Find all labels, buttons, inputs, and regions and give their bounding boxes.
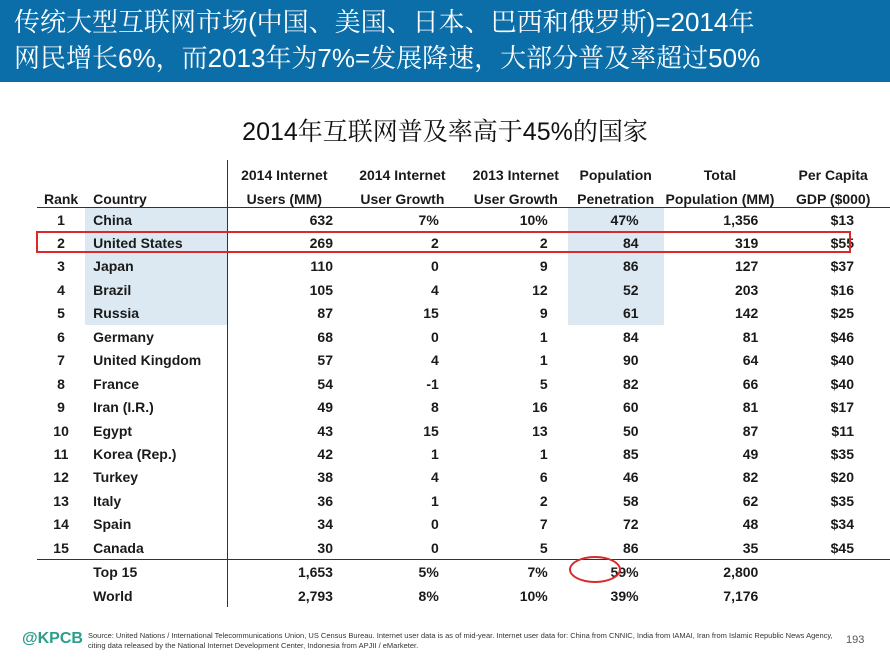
top15-penetration-circle bbox=[569, 556, 621, 583]
table-row: 8 France 54 -1 5 82 66 $40 bbox=[37, 372, 890, 395]
slide-header bbox=[0, 0, 890, 82]
table-row: 5 Russia 87 15 9 61 142 $25 bbox=[37, 302, 890, 325]
col-pen-bottom: Penetration bbox=[568, 183, 664, 207]
source-note: Source: United Nations / International Telecommunications Union, US Census Bureau. Internet user data is as of mid-year. Internet user data for: China from CNNIC, India from IAMAI, Iran from Islamic Republic News Agency, citing data released by the National Internet Development Center, Indonesia from APJII / eMarketer. bbox=[88, 631, 833, 650]
col-country: Country bbox=[85, 183, 227, 207]
table-row: 10 Egypt 43 15 13 50 87 $11 bbox=[37, 419, 890, 442]
header-line-2: 网民增长6%，而2013年为7%=发展降速，大部分普及率超过50% bbox=[14, 43, 761, 73]
col-pop-bottom: Population (MM) bbox=[664, 183, 777, 207]
table-title: 2014年互联网普及率高于45%的国家 bbox=[242, 118, 648, 146]
header-line-1: 传统大型互联网市场(中国、美国、日本、巴西和俄罗斯)=2014年 bbox=[14, 7, 755, 37]
col-growth13-bottom: User Growth bbox=[464, 183, 568, 207]
col-pop-top: Total bbox=[703, 167, 737, 184]
col-gdp-bottom: GDP ($000) bbox=[776, 183, 890, 207]
kpcb-logo: @KPCB bbox=[22, 630, 83, 647]
col-users-top: 2014 Internet bbox=[227, 160, 341, 183]
table-row: 14 Spain 34 0 7 72 48 $34 bbox=[37, 513, 890, 536]
table-row: 3 Japan 110 0 9 86 127 $37 bbox=[37, 255, 890, 278]
table-row: 4 Brazil 105 4 12 52 203 $16 bbox=[37, 278, 890, 301]
table-row: 6 Germany 68 0 1 84 81 $46 bbox=[37, 325, 890, 348]
col-growth13-top: 2013 Internet bbox=[472, 167, 559, 184]
internet-penetration-table bbox=[37, 160, 890, 607]
page-number: 193 bbox=[846, 634, 865, 646]
table-row: 11 Korea (Rep.) 42 1 1 85 49 $35 bbox=[37, 442, 890, 465]
col-users-bottom: Users (MM) bbox=[227, 183, 341, 207]
table-row: 12 Turkey 38 4 6 46 82 $20 bbox=[37, 466, 890, 489]
col-growth14-bottom: User Growth bbox=[341, 183, 464, 207]
table-row: 15 Canada 30 0 5 86 35 $45 bbox=[37, 536, 890, 560]
table-row: 7 United Kingdom 57 4 1 90 64 $40 bbox=[37, 349, 890, 372]
col-rank: Rank bbox=[37, 183, 85, 207]
totals-row-top15: Top 15 1,653 5% 7% 59% 2,800 bbox=[37, 560, 890, 584]
table-row: 1 China 632 7% 10% 47% 1,356 $13 bbox=[37, 207, 890, 231]
table-row: 13 Italy 36 1 2 58 62 $35 bbox=[37, 489, 890, 512]
col-gdp-top: Per Capita bbox=[798, 167, 868, 184]
table-row: 2 United States 269 2 2 84 319 $55 bbox=[37, 231, 890, 254]
col-pen-top: Population bbox=[579, 167, 652, 184]
totals-row-world: World 2,793 8% 10% 39% 7,176 bbox=[37, 584, 890, 607]
col-growth14-top: 2014 Internet bbox=[359, 167, 446, 184]
table-row: 9 Iran (I.R.) 49 8 16 60 81 $17 bbox=[37, 395, 890, 418]
